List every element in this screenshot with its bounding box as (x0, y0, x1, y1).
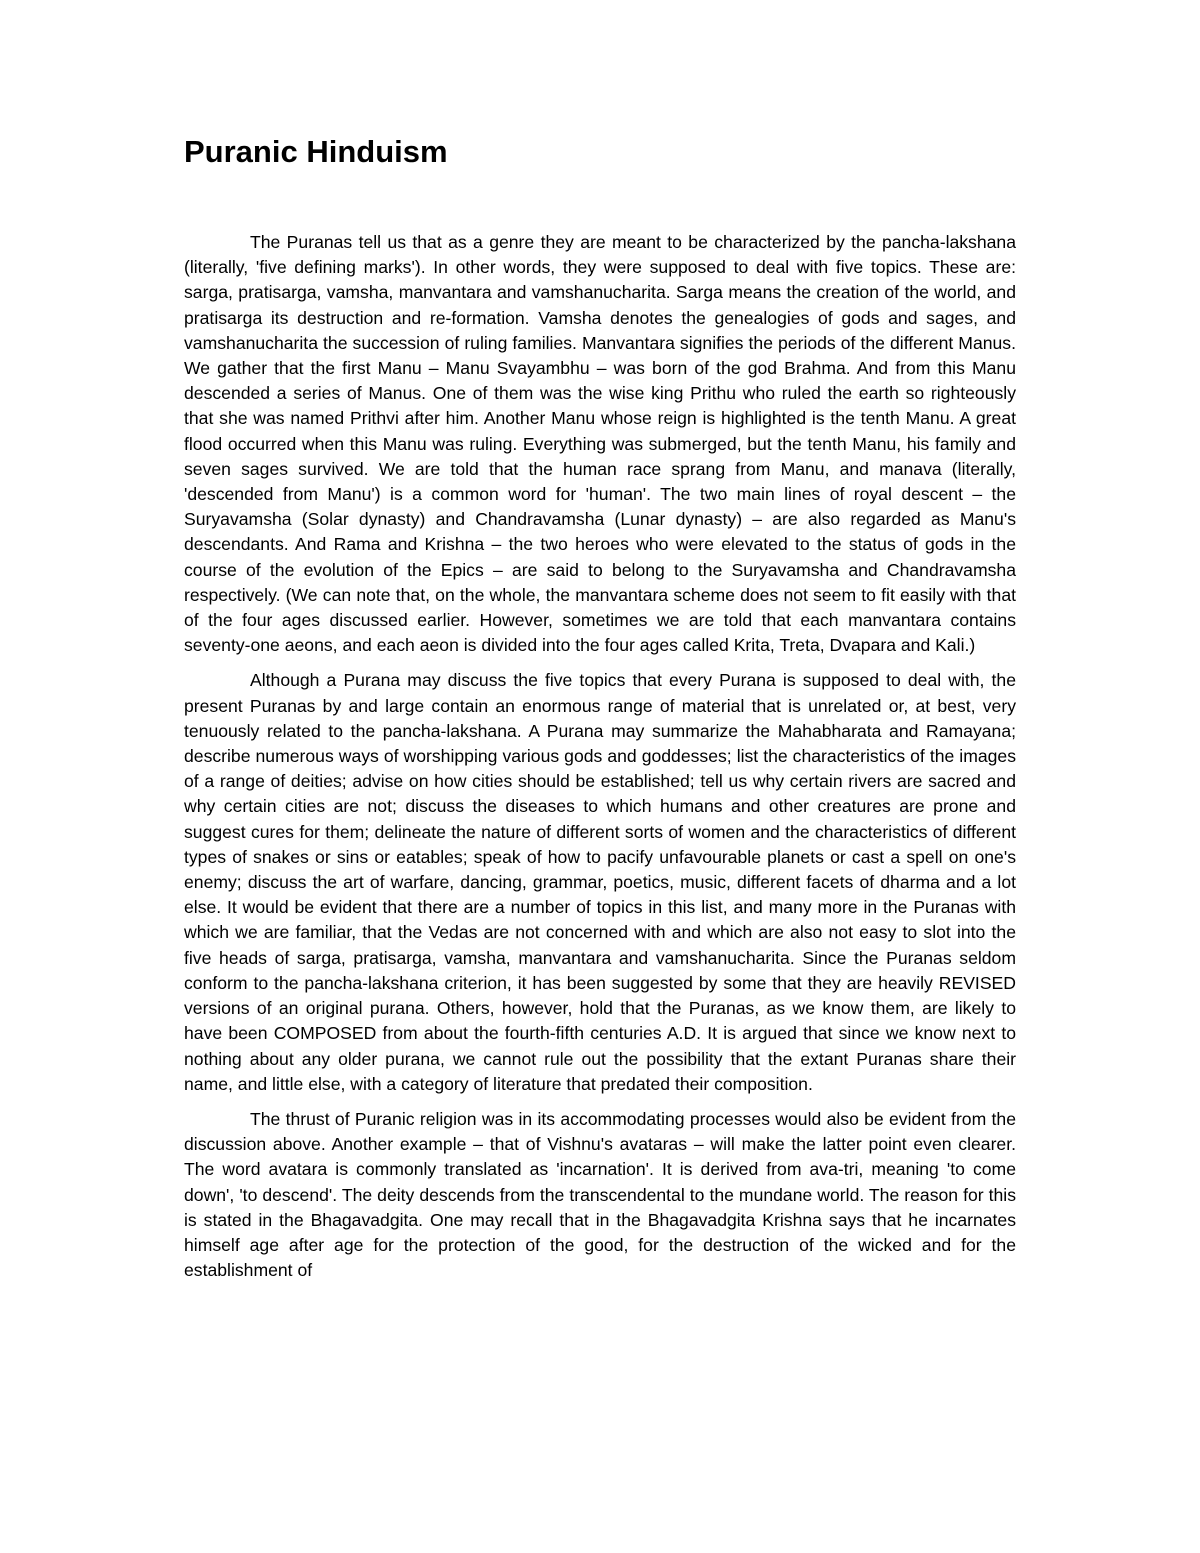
paragraph-pancha-lakshana: The Puranas tell us that as a genre they are meant to be characterized by the pancha-lakshana (literally, 'five defining marks'). In other words, they were supposed to deal with five topics. These are: sarga, pratisarga, vamsha, manvantara and vamshanucharita. Sarga means the creation of the world, and pratisarga its destruction and re-formation. Vamsha denotes the genealogies of gods and sages, and vamshanucharita the succession of ruling families. Manvantara signifies the periods of the different Manus. We gather that the first Manu – Manu Svayambhu – was born of the god Brahma. And from this Manu descended a series of Manus. One of them was the wise king Prithu who ruled the earth so righteously that she was named Prithvi after him. Another Manu whose reign is highlighted is the tenth Manu. A great flood occurred when this Manu was ruling. Everything was submerged, but the tenth Manu, his family and seven sages survived. We are told that the human race sprang from Manu, and manava (literally, 'descended from Manu') is a common word for 'human'. The two main lines of royal descent – the Suryavamsha (Solar dynasty) and Chandravamsha (Lunar dynasty) – are also regarded as Manu's descendants. And Rama and Krishna – the two heroes who were elevated to the status of gods in the course of the evolution of the Epics – are said to belong to the Suryavamsha and Chandravamsha respectively. (We can note that, on the whole, the manvantara scheme does not seem to fit easily with that of the four ages discussed earlier. However, sometimes we are told that each manvantara contains seventy-one aeons, and each aeon is divided into the four ages called Krita, Treta, Dvapara and Kali.) (184, 232, 1016, 656)
page-title: Puranic Hinduism (184, 134, 448, 169)
paragraph-avataras: The thrust of Puranic religion was in its accommodating processes would also be evident from the discussion above. Another example – that of Vishnu's avataras – will make the latter point even clearer. The word avatara is commonly translated as 'incarnation'. It is derived from ava-tri, meaning 'to come down', 'to descend'. The deity descends from the transcendental to the mundane world. The reason for this is stated in the Bhagavadgita. One may recall that in the Bhagavadgita Krishna says that he incarnates himself age after age for the protection of the good, for the destruction of the wicked and for the establishment of (184, 1108, 1016, 1281)
document-body (184, 230, 1016, 1283)
paragraph-purana-contents: Although a Purana may discuss the five topics that every Purana is supposed to deal with, the present Puranas by and large contain an enormous range of material that is unrelated or, at best, very tenuously related to the pancha-lakshana. A Purana may summarize the Mahabharata and Ramayana; describe numerous ways of worshipping various gods and goddesses; list the characteristics of the images of a range of deities; advise on how cities should be established; tell us why certain rivers are sacred and why certain cities are not; discuss the diseases to which humans and other creatures are prone and suggest cures for them; delineate the nature of different sorts of women and the characteristics of different types of snakes or sins or eatables; speak of how to pacify unfavourable planets or cast a spell on one's enemy; discuss the art of warfare, dancing, grammar, poetics, music, different facets of dharma and a lot else. It would be evident that there are a number of topics in this list, and many more in the Puranas with which we are familiar, that the Vedas are not concerned with and which are also not easy to slot into the five heads of sarga, pratisarga, vamsha, manvantara and vamshanucharita. Since the Puranas seldom conform to the pancha-lakshana criterion, it has been suggested by some that they are heavily REVISED versions of an original purana. Others, however, hold that the Puranas, as we know them, are likely to have been COMPOSED from about the fourth-fifth centuries A.D. It is argued that since we know next to nothing about any older purana, we cannot rule out the possibility that the extant Puranas share their name, and little else, with a category of literature that predated their composition. (184, 670, 1016, 1094)
